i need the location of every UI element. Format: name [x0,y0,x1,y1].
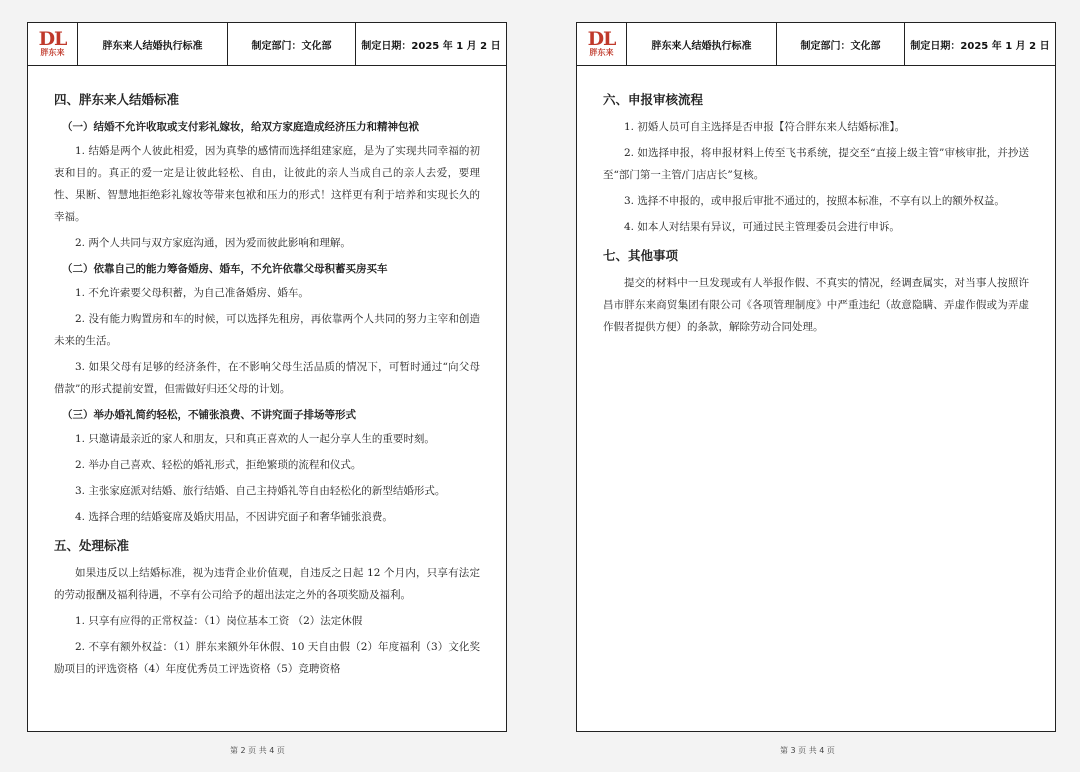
paragraph: 2. 两个人共同与双方家庭沟通，因为爱而彼此影响和理解。 [75,237,351,249]
logo-text: 胖东来 [589,48,614,57]
header-dept: 制定部门：文化部 [228,23,356,65]
paragraph: 1. 初婚人员可自主选择是否申报【符合胖东来人结婚标准】。 [624,121,906,133]
paragraph: 1. 不允许索要父母积蓄，为自己准备婚房、婚车。 [75,287,309,299]
company-logo [28,23,78,65]
paragraph: 如果违反以上结婚标准，视为违背企业价值观，自违反之日起 12 个月内，只享有法定的劳动报酬及福利待遇，不享有公司给予的超出法定之外的各项奖励及福利。 [54,567,480,601]
logo-text: 胖东来 [40,48,65,57]
subsection-2-title: （二）依靠自己的能力筹备婚房、婚车，不允许依靠父母积蓄买房买车 [62,263,388,275]
document-page-3 [576,22,1056,732]
paragraph: 提交的材料中一旦发现或有人举报作假、不真实的情况，经调查属实，对当事人按照许昌市胖东来商贸集团有限公司《各项管理制度》中严重违纪（故意隐瞒、弄虚作假或为弄虚作假者提供方便）的条款，解除劳动合同处理。 [603,277,1029,333]
header-dept: 制定部门：文化部 [777,23,905,65]
paragraph: 4. 选择合理的结婚宴席及婚庆用品，不因讲究面子和奢华铺张浪费。 [75,511,393,523]
paragraph: 2. 举办自己喜欢、轻松的婚礼形式，拒绝繁琐的流程和仪式。 [75,459,362,471]
paragraph: 2. 没有能力购置房和车的时候，可以选择先租房，再依靠两个人共同的努力主宰和创造未来的生活。 [54,313,480,347]
company-logo [577,23,627,65]
document-page-2 [27,22,507,732]
subsection-3-title: （三）举办婚礼简约轻松，不铺张浪费、不讲究面子排场等形式 [62,409,356,421]
page-number-right: 第 3 页 共 4 页 [780,746,835,755]
section-7-title: 七、其他事项 [603,248,679,263]
paragraph: 2. 不享有额外权益：（1）胖东来额外年休假、10 天自由假（2）年度福利（3）文化奖励项目的评选资格（4）年度优秀员工评选资格（5）竞聘资格 [54,641,480,675]
page-number-left: 第 2 页 共 4 页 [230,746,285,755]
paragraph: 3. 选择不申报的，或申报后审批不通过的，按照本标准，不享有以上的额外权益。 [624,195,1005,207]
paragraph: 3. 主张家庭派对结婚、旅行结婚、自己主持婚礼等自由轻松化的新型结婚形式。 [75,485,446,497]
header-title: 胖东来人结婚执行标准 [78,23,228,65]
section-4-title: 四、胖东来人结婚标准 [54,92,180,107]
section-6-title: 六、申报审核流程 [603,92,704,107]
logo-mark: DL [587,28,616,50]
header-date: 制定日期：2025 年 1 月 2 日 [361,40,501,52]
paragraph: 1. 只邀请最亲近的家人和朋友，只和真正喜欢的人一起分享人生的重要时刻。 [75,433,435,445]
paragraph: 3. 如果父母有足够的经济条件，在不影响父母生活品质的情况下，可暂时通过“向父母借款”的形式提前安置，但需做好归还父母的计划。 [54,361,480,395]
page-header [577,23,1055,66]
section-5-title: 五、处理标准 [54,538,130,553]
paragraph: 4. 如本人对结果有异议，可通过民主管理委员会进行申诉。 [624,221,900,233]
page-body [577,66,1055,338]
page-header [28,23,506,66]
subsection-1-title: （一）结婚不允许收取或支付彩礼嫁妆，给双方家庭造成经济压力和精神包袱 [62,121,419,133]
paragraph: 1. 只享有应得的正常权益：（1）岗位基本工资 （2）法定休假 [75,615,363,627]
page-body [28,66,506,680]
paragraph: 2. 如选择申报，将申报材料上传至飞书系统，提交至“直接上级主管”审核审批，并抄送至“部门第一主管/门店店长”复核。 [603,147,1029,181]
header-date: 制定日期：2025 年 1 月 2 日 [910,40,1050,52]
logo-mark: DL [38,28,67,50]
header-title: 胖东来人结婚执行标准 [627,23,777,65]
paragraph: 1. 结婚是两个人彼此相爱，因为真挚的感情而选择组建家庭，是为了实现共同幸福的初衷和目的。真正的爱一定是让彼此轻松、自由，让彼此的亲人当成自己的亲人去爱，要理性、果断、智慧地拒绝彩礼嫁妆等带来包袱和压力的形式！这样更有利于培养和实现长久的幸福。 [54,145,480,223]
